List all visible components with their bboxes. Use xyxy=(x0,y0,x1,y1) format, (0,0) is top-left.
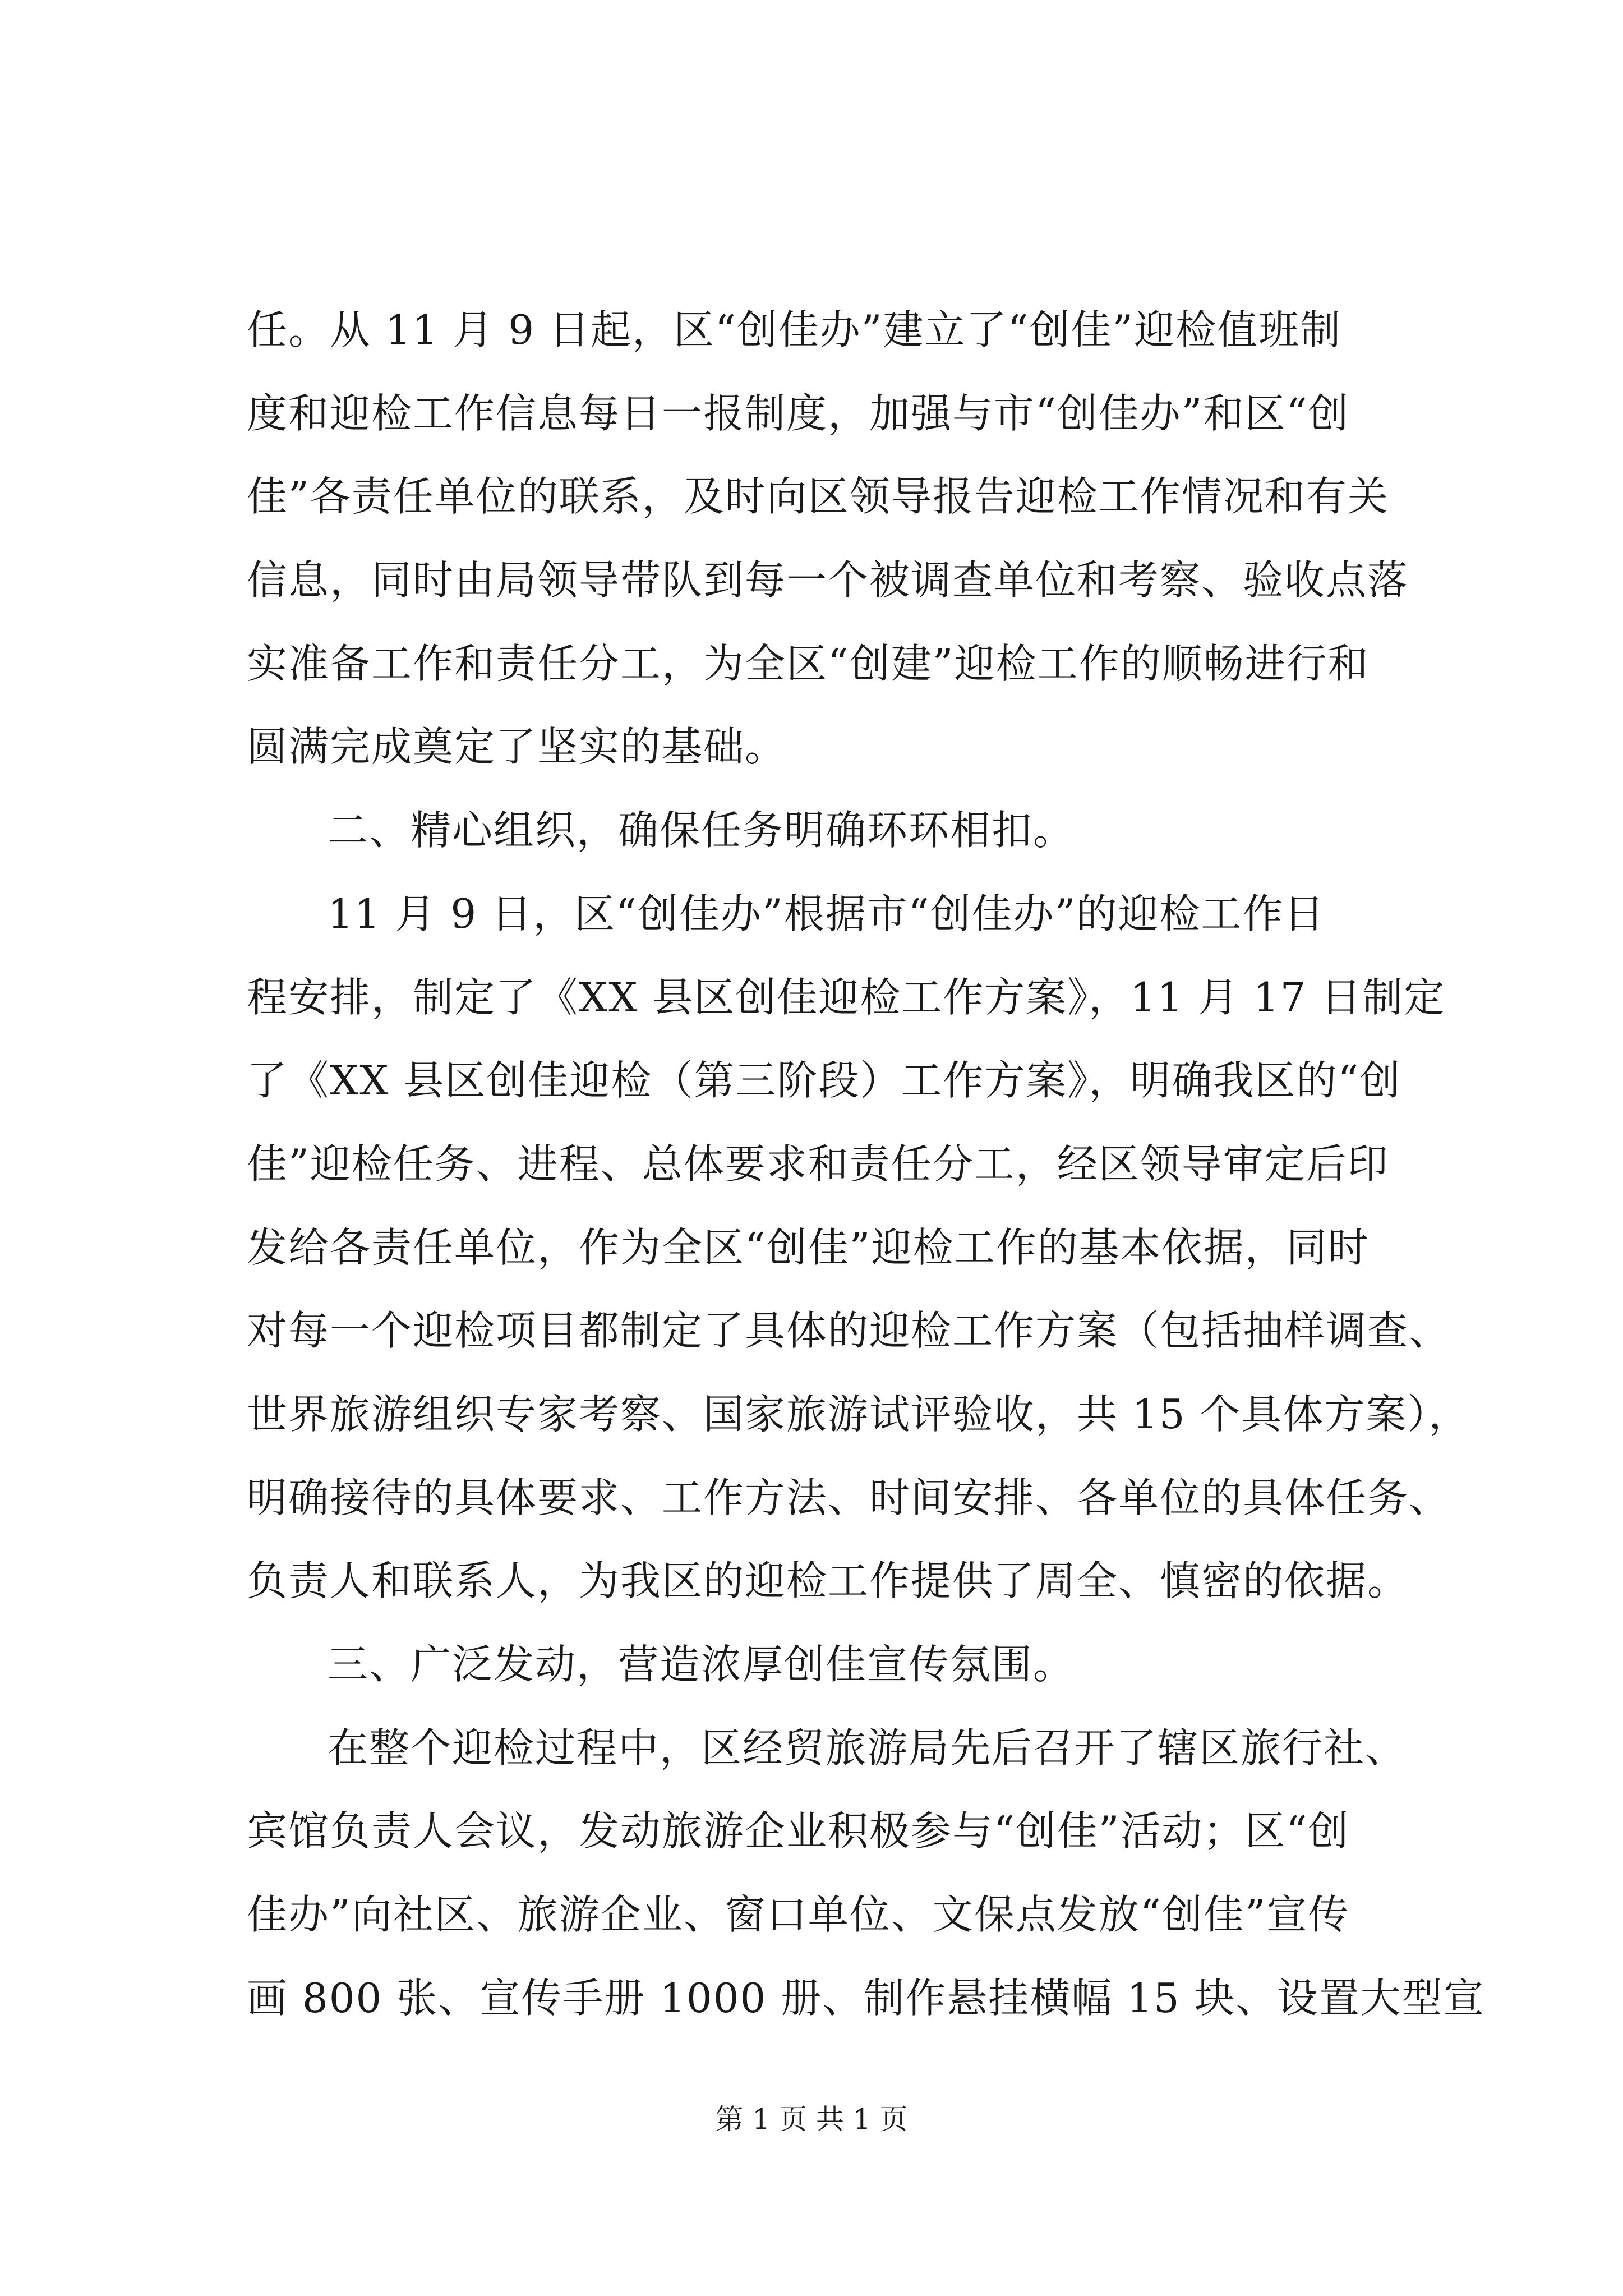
text-line: 三、广泛发动，营造浓厚创佳宣传氛围。 xyxy=(328,1641,1075,1688)
text-line: 度和迎检工作信息每日一报制度，加强与市“创佳办”和区“创 xyxy=(247,389,1350,437)
page-footer: 第 1 页 共 1 页 xyxy=(715,2103,908,2136)
text-line: 任。从 11 月 9 日起，区“创佳办”建立了“创佳”迎检值班制 xyxy=(247,306,1342,353)
text-line: 程安排，制定了《XX 县区创佳迎检工作方案》，11 月 17 日制定 xyxy=(247,973,1446,1021)
text-line: 实准备工作和责任分工，为全区“创建”迎检工作的顺畅进行和 xyxy=(247,639,1370,687)
text-line: 信息，同时由局领导带队到每一个被调查单位和考察、验收点落 xyxy=(247,556,1409,604)
text-line: 负责人和联系人，为我区的迎检工作提供了周全、慎密的依据。 xyxy=(247,1557,1409,1605)
body-text xyxy=(247,288,1485,2040)
text-line: 明确接待的具体要求、工作方法、时间安排、各单位的具体任务、 xyxy=(247,1474,1451,1521)
text-line: 二、精心组织，确保任务明确环环相扣。 xyxy=(328,807,1075,854)
text-line: 佳”迎检任务、进程、总体要求和责任分工，经区领导审定后印 xyxy=(247,1140,1389,1188)
text-line: 发给各责任单位，作为全区“创佳”迎检工作的基本依据，同时 xyxy=(247,1223,1370,1271)
text-line: 佳”各责任单位的联系，及时向区领导报告迎检工作情况和有关 xyxy=(247,473,1389,521)
text-line: 画 800 张、宣传手册 1000 册、制作悬挂横幅 15 块、设置大型宣 xyxy=(247,1974,1485,2022)
text-line: 宾馆负责人会议，发动旅游企业积极参与“创佳”活动；区“创 xyxy=(247,1807,1350,1855)
text-line: 11 月 9 日，区“创佳办”根据市“创佳办”的迎检工作日 xyxy=(328,890,1326,937)
text-line: 世界旅游组织专家考察、国家旅游试评验收，共 15 个具体方案）， xyxy=(247,1390,1470,1438)
text-line: 圆满完成奠定了坚实的基础。 xyxy=(247,723,787,771)
text-line: 佳办”向社区、旅游企业、窗口单位、文保点发放“创佳”宣传 xyxy=(247,1891,1350,1939)
text-line: 了《XX 县区创佳迎检（第三阶段）工作方案》，明确我区的“创 xyxy=(247,1057,1401,1105)
text-line: 对每一个迎检项目都制定了具体的迎检工作方案（包括抽样调查、 xyxy=(247,1307,1451,1355)
text-line: 在整个迎检过程中，区经贸旅游局先后召开了辖区旅行社、 xyxy=(328,1724,1407,1772)
